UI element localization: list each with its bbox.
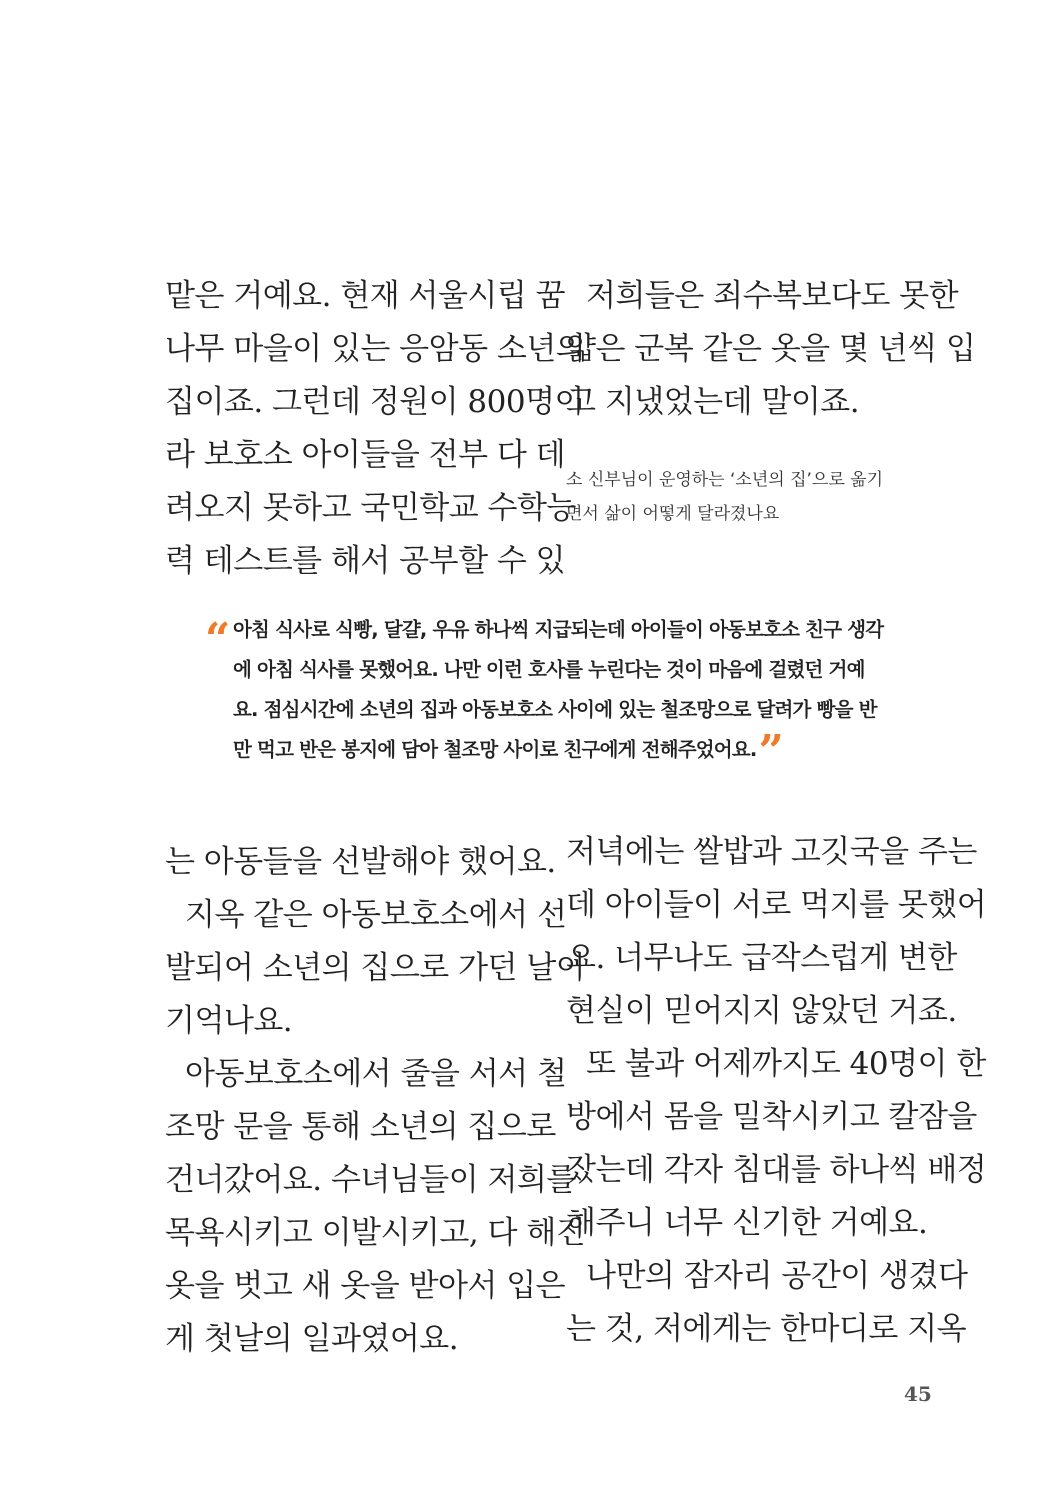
text-line: 잤는데 각자 침대를 하나씩 배정	[566, 1152, 987, 1188]
top-right-column	[566, 270, 976, 429]
pull-quote: “ 아침 식사로 식빵, 달걀, 우유 하나씩 지급되는데 아이들이 아동보호소 친구 생각 에 아침 식사를 못했어요. 나만 이런 호사를 누린다는 것이 마음에 걸렸던 거예 요. 점심시간에 소년의 집과 아동보호소 사이에 있는 철조망으로 달려가 빵을 반 만 먹고 반은 봉지에 담아 철조망 사이로 친구에게 전해주었어요.”	[205, 610, 885, 770]
close-quote-mark: ”	[758, 726, 783, 777]
question-line: 소 신부님이 운영하는 ‘소년의 집’으로 옮기	[566, 470, 884, 490]
text-line: 방에서 몸을 밀착시키고 칼잠을	[566, 1099, 977, 1135]
text-line: 고 지냈었는데 말이죠.	[566, 384, 860, 420]
text-line: 려오지 못하고 국민학교 수학능	[165, 490, 576, 526]
top-left-column	[165, 270, 586, 588]
text-line: 기억나요.	[165, 1003, 293, 1039]
text-line: 데 아이들이 서로 먹지를 못했어	[566, 887, 987, 923]
quote-line-text: 만 먹고 반은 봉지에 담아 철조망 사이로 친구에게 전해주었어요.	[233, 738, 757, 761]
quote-line	[205, 726, 885, 777]
text-line: 맡은 거예요. 현재 서울시립 꿈	[165, 278, 566, 314]
text-line: 또 불과 어제까지도 40명이 한	[586, 1046, 986, 1082]
text-line: 는 아동들을 선발해야 했어요.	[165, 844, 556, 880]
text-line: 요. 너무나도 급작스럽게 변한	[566, 940, 957, 976]
bottom-right-column	[566, 826, 987, 1356]
quote-line: 요. 점심시간에 소년의 집과 아동보호소 사이에 있는 철조망으로 달려가 빵을 반	[233, 698, 877, 721]
text-line: 건너갔어요. 수녀님들이 저희를	[165, 1162, 576, 1198]
text-line: 얇은 군복 같은 옷을 몇 년씩 입	[566, 331, 976, 367]
text-line: 목욕시키고 이발시키고, 다 해진	[165, 1215, 586, 1251]
text-line: 옷을 벗고 새 옷을 받아서 입은	[165, 1268, 566, 1304]
quote-line: 아침 식사로 식빵, 달걀, 우유 하나씩 지급되는데 아이들이 아동보호소 친구 생각	[233, 618, 884, 641]
text-line: 지옥 같은 아동보호소에서 선	[185, 897, 567, 933]
text-line: 저녁에는 쌀밥과 고깃국을 주는	[566, 834, 977, 870]
text-line: 나무 마을이 있는 응암동 소년의	[165, 331, 586, 367]
text-line: 아동보호소에서 줄을 서서 철	[185, 1056, 567, 1092]
text-line: 해주니 너무 신기한 거예요.	[566, 1205, 928, 1241]
page-number: 45	[904, 1382, 932, 1406]
text-line: 조망 문을 통해 소년의 집으로	[165, 1109, 556, 1145]
text-line: 집이죠. 그런데 정원이 800명이	[165, 384, 584, 420]
quote-line: 에 아침 식사를 못했어요. 나만 이런 호사를 누린다는 것이 마음에 걸렸던 거예	[233, 658, 865, 681]
text-line: 저희들은 죄수복보다도 못한	[586, 278, 959, 314]
text-line: 발되어 소년의 집으로 가던 날이	[165, 950, 586, 986]
text-line: 라 보호소 아이들을 전부 다 데	[165, 437, 566, 473]
text-line: 는 것, 저에게는 한마디로 지옥	[566, 1311, 967, 1347]
text-line: 게 첫날의 일과였어요.	[165, 1321, 459, 1357]
interview-question	[566, 463, 938, 531]
text-line: 나만의 잠자리 공간이 생겼다	[586, 1258, 968, 1294]
text-line: 력 테스트를 해서 공부할 수 있	[165, 543, 566, 579]
question-line: 면서 삶이 어떻게 달라졌나요	[566, 504, 780, 524]
text-line: 현실이 믿어지지 않았던 거죠.	[566, 993, 957, 1029]
bottom-left-column	[165, 836, 586, 1366]
